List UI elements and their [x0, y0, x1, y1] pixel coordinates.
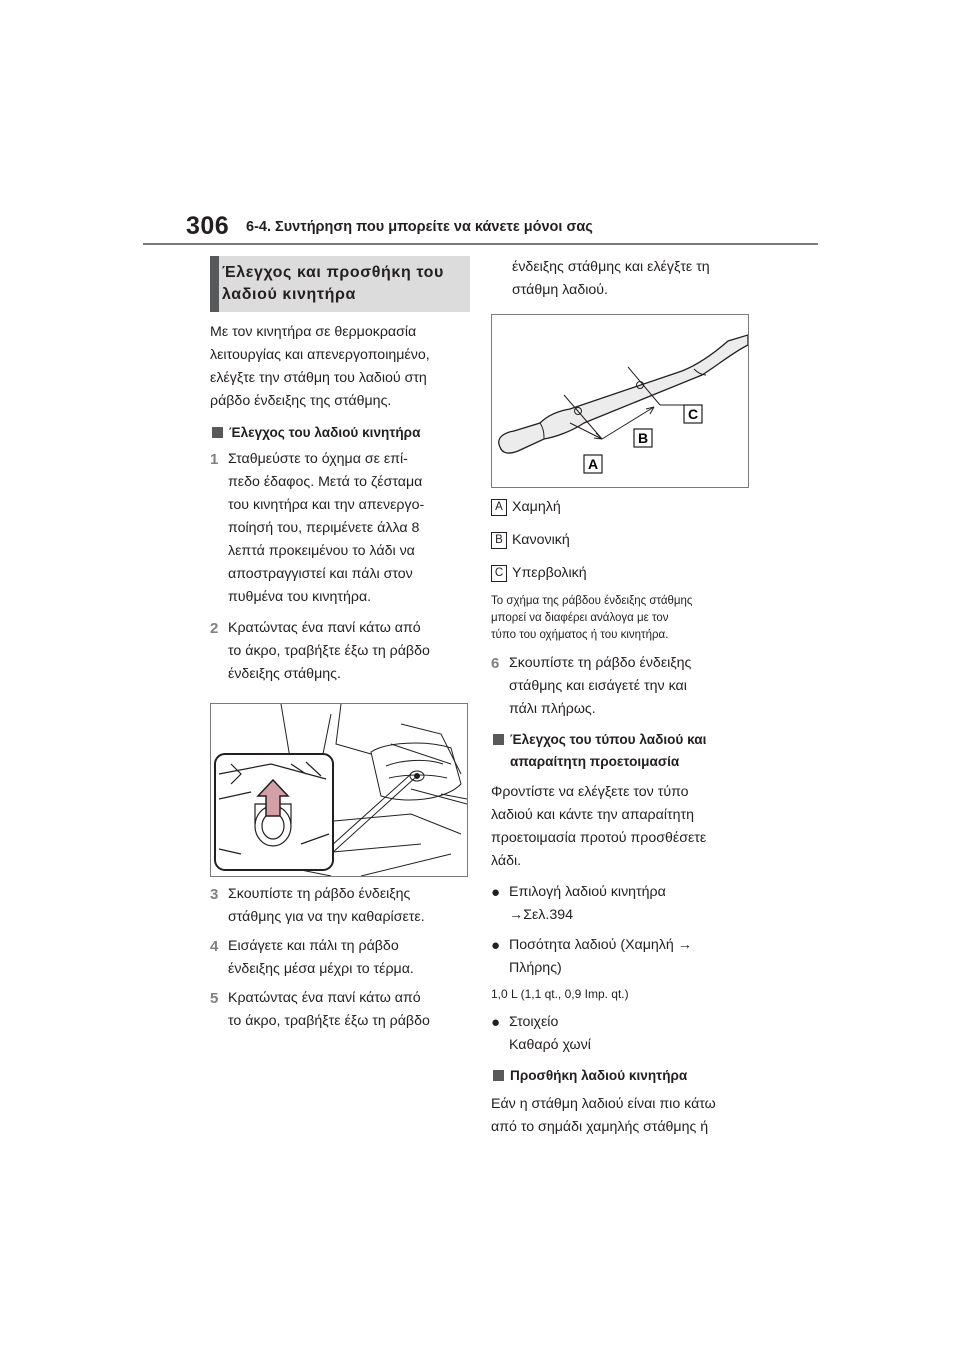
bullet-oil-selection: ● Επιλογή λαδιού κινητήρα →Σελ.394: [491, 881, 751, 927]
dipstick-level-figure: [491, 314, 749, 488]
page-reference-link[interactable]: →Σελ.394: [509, 907, 573, 923]
step-6: 6 Σκουπίστε τη ράβδο ένδειξης στάθμης και εισάγετέ την και πάλι πλήρως.: [491, 655, 692, 717]
legend-low: A Χαμηλή: [491, 496, 751, 519]
header-divider: [143, 243, 818, 245]
subheading-oil-type: Έλεγχος του τύπου λαδιού και απαραίτητη προετοιμασία: [491, 729, 751, 773]
step-1: 1 Σταθμεύστε το όχημα σε επί- πεδο έδαφος. Μετά το ζέσταμα του κινητήρα και την απενεργο- ποίησή του, περιμένετε άλλα 8 λεπτά προκειμένου το λάδι να αποστραγγιστεί και πάλι στον πυθμένα του κινητήρα.: [210, 451, 425, 605]
bullet-dot-icon: ●: [491, 937, 501, 954]
bullet-dot-icon: ●: [491, 1014, 501, 1031]
label-b: B: [637, 430, 649, 446]
bullet-dot-icon: ●: [491, 884, 501, 901]
bullet-items: ● Στοιχείο Καθαρό χωνί: [491, 1011, 751, 1057]
left-column: [210, 256, 470, 1033]
step-5: 5 Κρατώντας ένα πανί κάτω από το άκρο, τραβήξτε έξω τη ράβδο: [210, 990, 430, 1029]
page-number: 306: [186, 212, 230, 240]
section-title-bar: [210, 256, 219, 312]
engine-bay-illustration: [211, 704, 467, 876]
dipstick-note: Το σχήμα της ράβδου ένδειξης στάθμης μπορεί να διαφέρει ανάλογα με τον τύπο του οχήματος ή του κινητήρα.: [491, 595, 693, 641]
step-3: 3 Σκουπίστε τη ράβδο ένδειξης στάθμης για να την καθαρίσετε.: [210, 886, 425, 925]
step-5-continued: ένδειξης στάθμης και ελέγξτε τη στάθμη λαδιού.: [512, 259, 710, 298]
square-bullet-icon: [493, 1070, 504, 1081]
legend-excessive: C Υπερβολική: [491, 562, 751, 585]
section-title: Έλεγχος και προσθήκη του λαδιού κινητήρα: [222, 264, 444, 303]
legend-normal: B Κανονική: [491, 529, 751, 552]
engine-dipstick-figure: [210, 703, 468, 877]
step-2: 2 Κρατώντας ένα πανί κάτω από το άκρο, τραβήξτε έξω τη ράβδο ένδειξης στάθμης.: [210, 620, 430, 682]
square-bullet-icon: [493, 734, 504, 745]
oil-type-paragraph: Φροντίστε να ελέγξετε τον τύπο λαδιού και κάντε την απαραίτητη προετοιμασία προτού προσθέσετε λάδι.: [491, 784, 707, 869]
label-c: C: [687, 406, 699, 422]
label-a: A: [587, 456, 599, 472]
dipstick-illustration: [492, 315, 748, 487]
adding-oil-paragraph: Εάν η στάθμη λαδιού είναι πιο κάτω από το σημάδι χαμηλής στάθμης ή: [491, 1096, 716, 1135]
intro-paragraph: Με τον κινητήρα σε θερμοκρασία λειτουργίας και απενεργοποιημένο, ελέγξτε την στάθμη του λαδιού στη ράβδο ένδειξης της στάθμης.: [210, 324, 430, 409]
bullet-oil-quantity: ● Ποσότητα λαδιού (Χαμηλή → Πλήρης): [491, 934, 751, 980]
square-bullet-icon: [212, 427, 223, 438]
subheading-check-oil: Έλεγχος του λαδιού κινητήρα: [210, 422, 470, 444]
right-column: [491, 256, 751, 1139]
section-title-box: [210, 256, 470, 312]
oil-quantity-value: 1,0 L (1,1 qt., 0,9 Imp. qt.): [491, 987, 629, 1001]
step-4: 4 Εισάγετε και πάλι τη ράβδο ένδειξης μέσα μέχρι το τέρμα.: [210, 938, 414, 977]
subheading-adding-oil: Προσθήκη λαδιού κινητήρα: [491, 1065, 751, 1087]
chapter-title: 6-4. Συντήρηση που μπορείτε να κάνετε μόνοι σας: [246, 219, 593, 235]
